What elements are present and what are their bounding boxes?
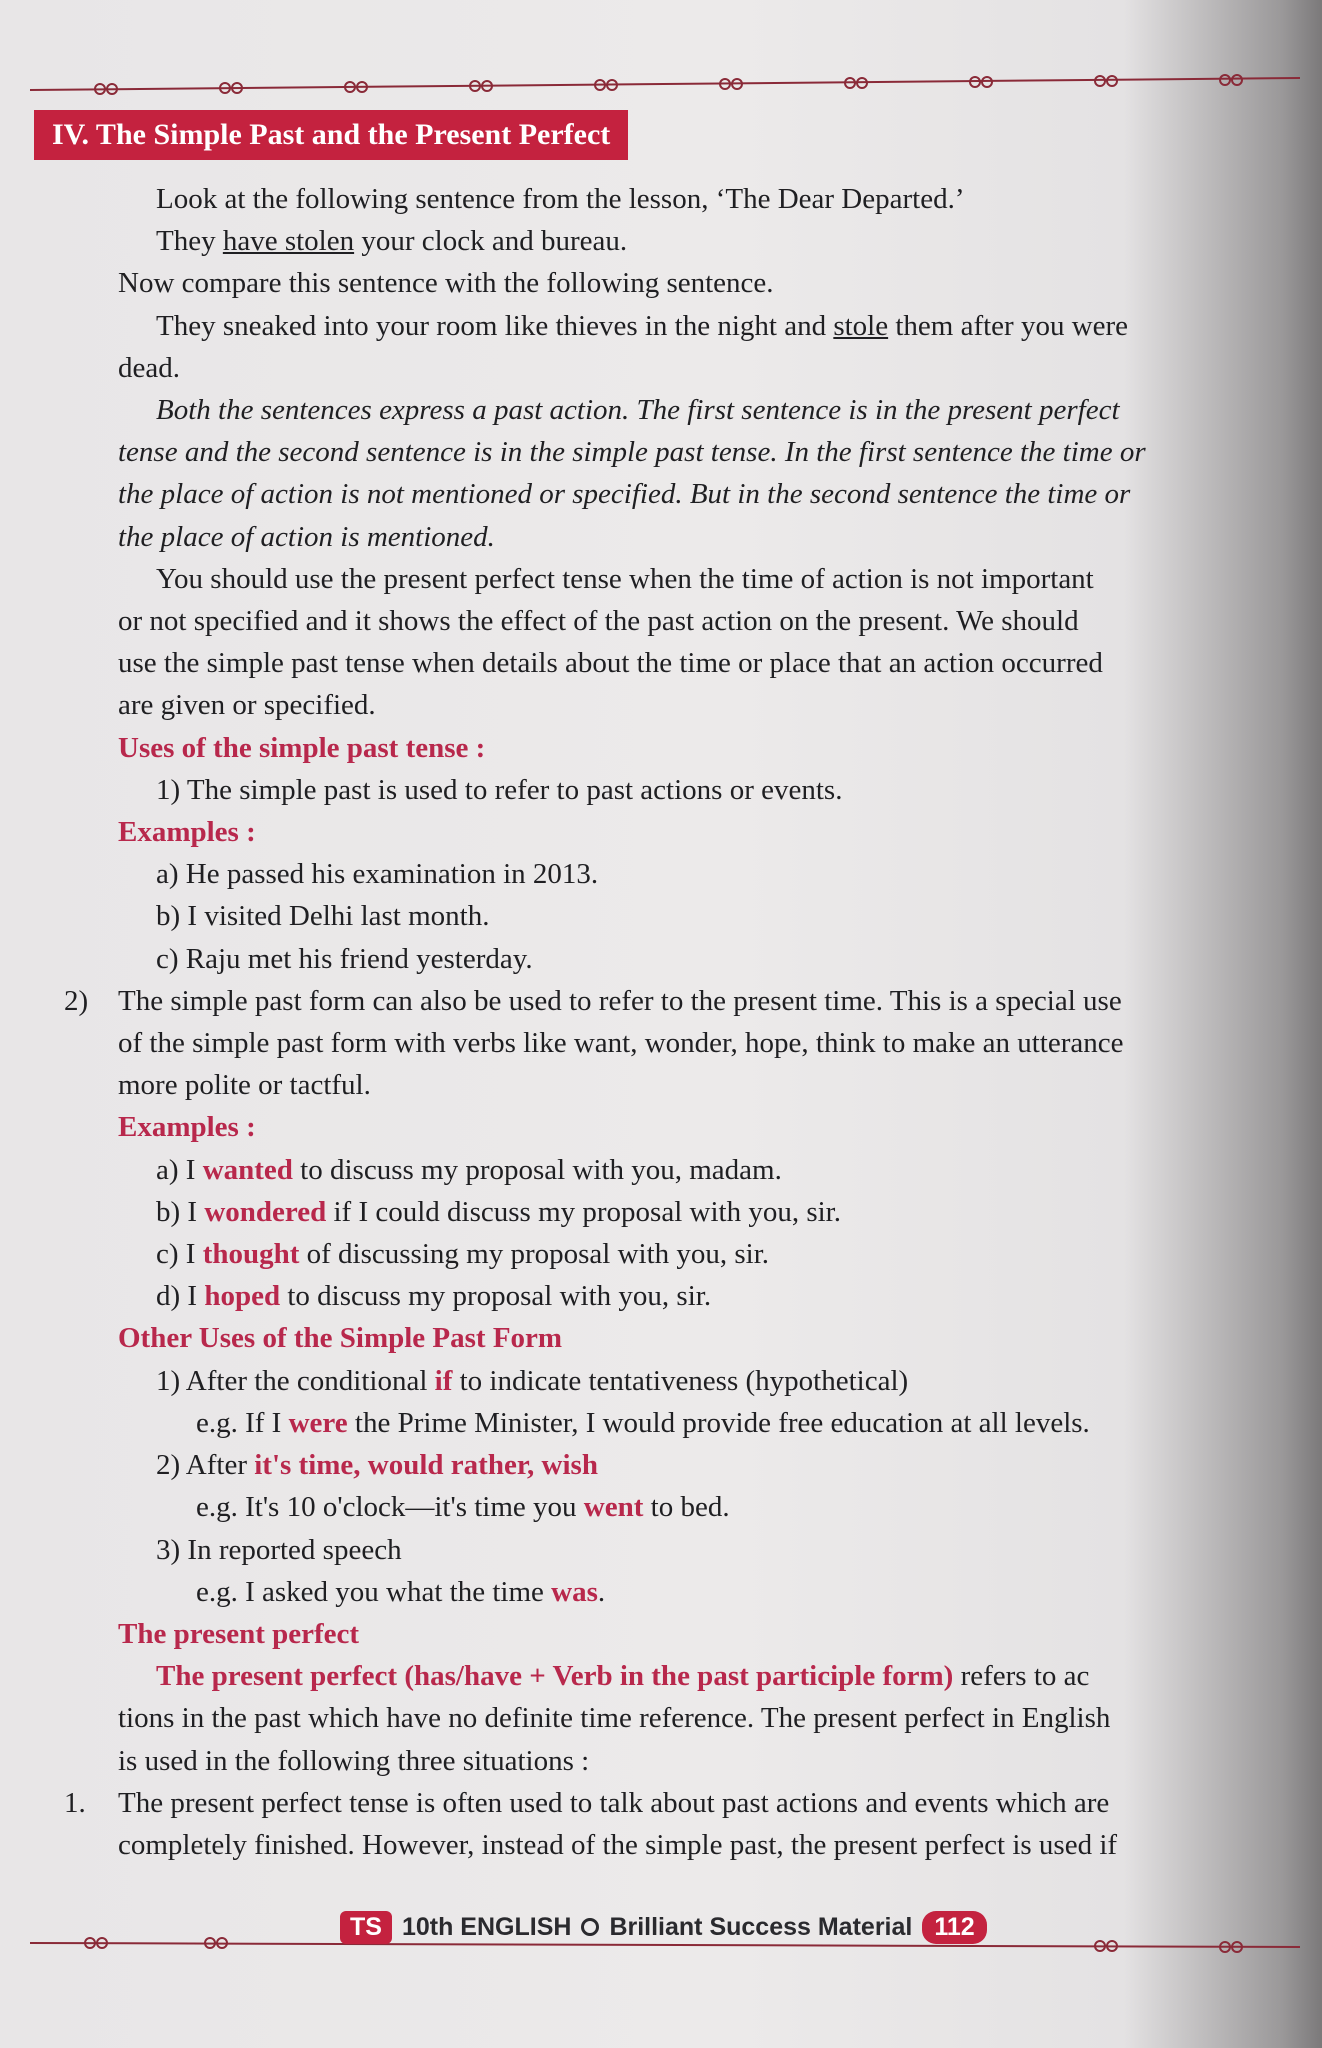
other-uses-heading: Other Uses of the Simple Past Form [118, 1322, 563, 1355]
underlined-verb: have stolen [222, 225, 355, 258]
item-number: 1. [64, 1786, 86, 1819]
polite-example: a) I wanted to discuss my proposal with you, madam. [156, 1153, 782, 1186]
polite-example: d) I hoped to discuss my proposal with you, sir. [156, 1280, 712, 1313]
uses-heading: Uses of the simple past tense : [118, 731, 486, 764]
footer-subject: 10th ENGLISH [401, 1912, 572, 1941]
example-item: a) He passed his examination in 2013. [156, 858, 599, 891]
other-use-item: 1) After the conditional if to indicate tentativeness (hypothetical) [156, 1364, 909, 1397]
example-sentence-2-end: dead. [118, 351, 180, 384]
other-use-example: e.g. I asked you what the time was. [196, 1575, 606, 1608]
other-use-example: e.g. It's 10 o'clock—it's time you went to bed. [196, 1491, 730, 1524]
use-item-2-cont: more polite or tactful. [118, 1069, 371, 1102]
intro-line: Look at the following sentence from the lesson, ‘The Dear Departed.’ [156, 183, 965, 215]
other-use-item: 3) In reported speech [156, 1533, 402, 1566]
examples-label: Examples : [118, 1111, 256, 1144]
other-use-example: e.g. If I were the Prime Minister, I would provide free education at all levels. [196, 1406, 1090, 1439]
rule-line: You should use the present perfect tense when the time of action is not important [156, 562, 1094, 595]
explanation-line: the place of action is mentioned. [118, 520, 495, 553]
intro-line: Now compare this sentence with the following sentence. [118, 267, 774, 300]
rule-line: are given or specified. [118, 689, 376, 722]
rule-line: use the simple past tense when details about the time or place that an action occurred [118, 647, 1103, 680]
rule-line: or not specified and it shows the effect of the past action on the present. We should [118, 605, 1079, 638]
present-perfect-line: is used in the following three situations : [118, 1744, 590, 1777]
examples-label: Examples : [118, 816, 256, 849]
example-sentence-1: They have stolen your clock and bureau. [156, 225, 628, 258]
example-item: c) Raju met his friend yesterday. [156, 942, 533, 975]
page-footer [340, 1905, 987, 1949]
page-number: 112 [922, 1911, 986, 1944]
use-item-1: 1) The simple past is used to refer to past actions or events. [156, 773, 843, 806]
example-sentence-2: They sneaked into your room like thieves in the night and stole them after you were [156, 309, 1129, 342]
item-number: 2) [64, 984, 89, 1017]
numbered-item-1: 1. The present perfect tense is often used to talk about past actions and events which are [0, 1782, 1322, 1824]
present-perfect-definition: The present perfect (has/have + Verb in the past participle form) refers to ac [156, 1660, 1090, 1693]
explanation-line: Both the sentences express a past action. The first sentence is in the present perfect [156, 394, 1120, 427]
gear-icon [581, 1918, 599, 1936]
use-item-2: 2) The simple past form can also be used to refer to the present time. This is a special use [0, 980, 1322, 1022]
polite-example: c) I thought of discussing my proposal with you, sir. [156, 1238, 770, 1271]
explanation-line: tense and the second sentence is in the simple past tense. In the first sentence the time or [118, 436, 1146, 469]
section-title: IV. The Simple Past and the Present Perfect [34, 110, 628, 160]
top-ornament-rule [30, 62, 1300, 102]
explanation-line: the place of action is not mentioned or specified. But in the second sentence the time or [118, 478, 1131, 511]
example-item: b) I visited Delhi last month. [156, 900, 490, 933]
present-perfect-heading: The present perfect [118, 1617, 360, 1650]
footer-title: Brilliant Success Material [609, 1912, 913, 1941]
footer-badge: TS [340, 1911, 392, 1944]
other-use-item: 2) After it's time, would rather, wish [156, 1449, 598, 1482]
underlined-verb: stole [833, 309, 889, 342]
numbered-item-1-cont: completely finished. However, instead of the simple past, the present perfect is used if [118, 1828, 1118, 1861]
polite-example: b) I wondered if I could discuss my proposal with you, sir. [156, 1195, 841, 1228]
present-perfect-line: tions in the past which have no definite time reference. The present perfect in English [118, 1702, 1111, 1735]
page-body [0, 178, 1322, 1866]
use-item-2-cont: of the simple past form with verbs like want, wonder, hope, think to make an utterance [118, 1027, 1124, 1060]
